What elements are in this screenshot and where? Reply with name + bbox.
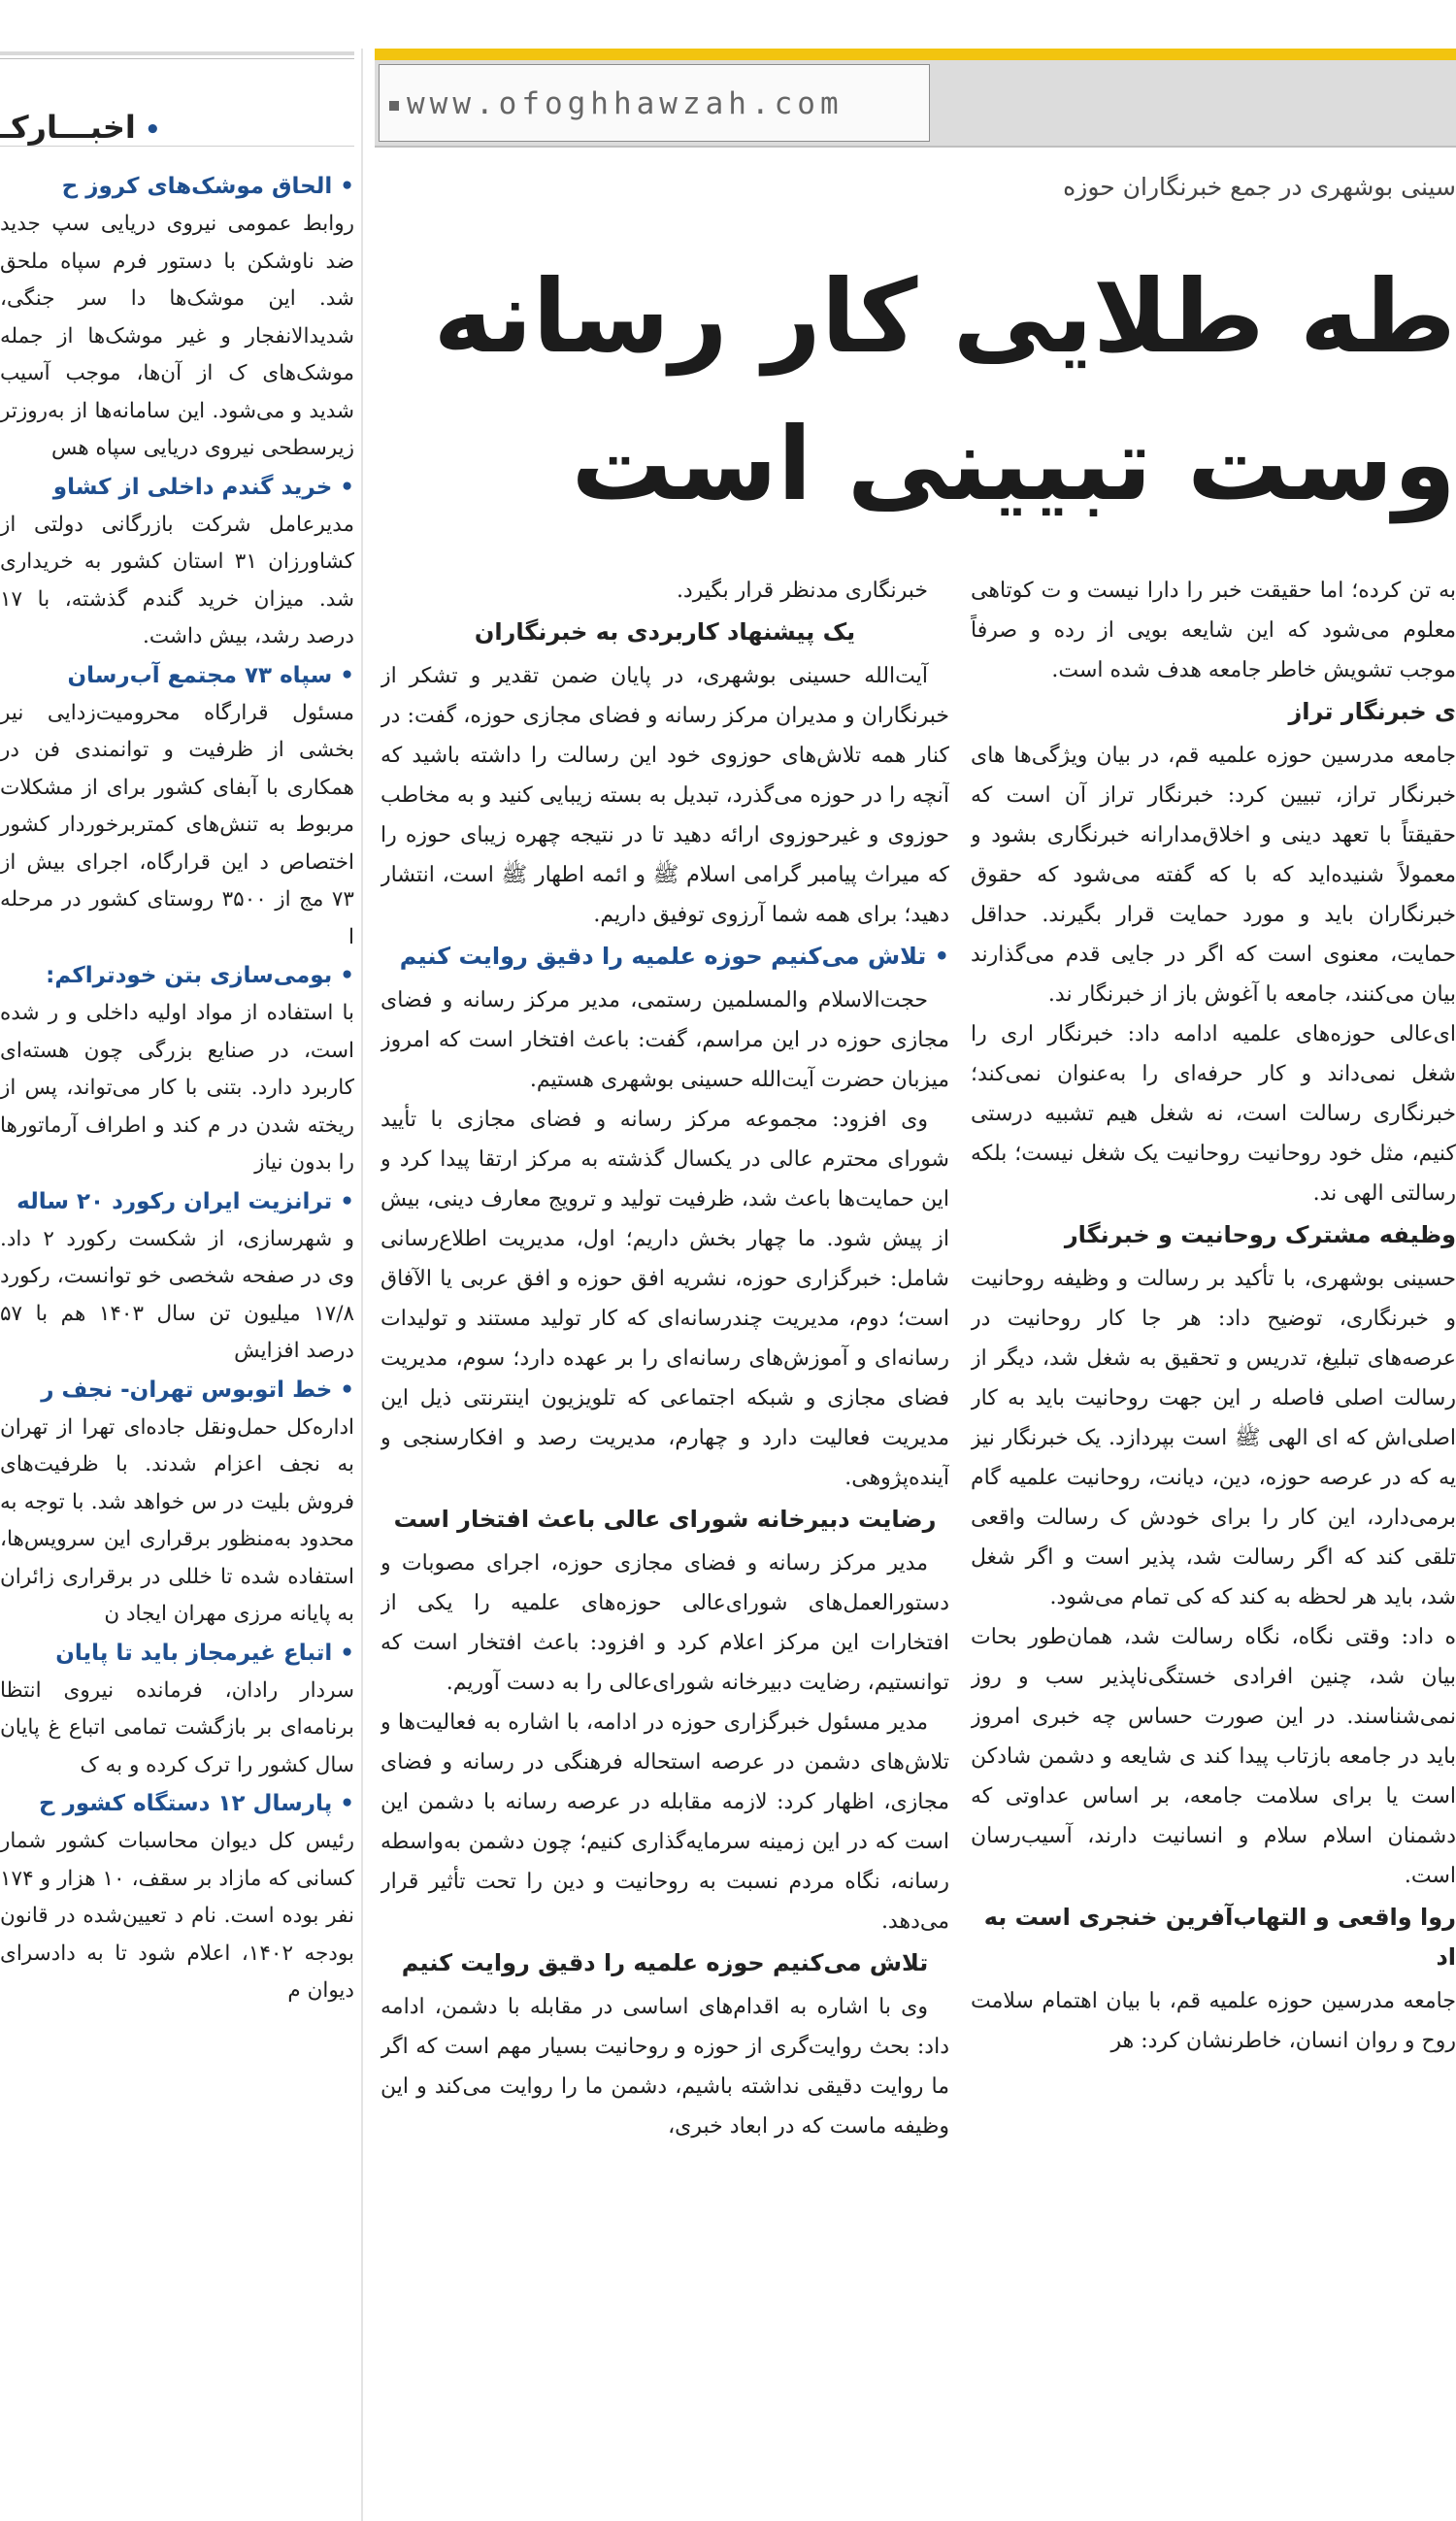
paragraph: ه داد: وقتی نگاه، نگاه رسالت شد، همان‌طور بحات بیان شد، چنین افرادی خستگی‌ناپذیر سب و روز نمی‌شناسند. در این صورت حساس چه خبری امروز باید در جامعه بازتاب پیدا کند ی شایعه و دشمن شادکن است یا برای سلامت جامعه، بر اساس عداوتی که دشمنان اسلام سلام و انسانیت دارند، آسیب‌رسان است.	[971, 1625, 1456, 1888]
news-item-title: • بومی‌سازی بتن خودتراکم:	[46, 963, 354, 988]
news-item-title: • سپاه ۷۳ مجتمع آب‌رسان	[67, 662, 354, 688]
news-item-body: اداره‌کل حمل‌ونقل جاده‌ای تهرا از تهران به نجف اعزام شدند. با ظرفیت‌های فروش بلیت در س خواهد شد. با توجه به محدود به‌منظور برقراری این سرویس‌ها، استفاده شده تا خللی در برقراری زائران به پایانه مرزی مهران ایجاد ن	[0, 1414, 354, 1626]
masthead-bottom-rule	[375, 146, 1456, 148]
news-item-body: روابط عمومی نیروی دریایی سپ جدید ضد ناوشکن با دستور فرم سپاه ملحق شد. این موشک‌ها دا سر جنگی، شدیدالانفجار و غیر موشک‌ها از جمله موشک‌های ک از آن‌ها، موجب آسیب شدید و می‌شود. این سامانه‌ها از به‌روزتر زیرسطحی نیروی دریایی سپاه هس	[0, 212, 354, 460]
paragraph: مدیر مرکز رسانه و فضای مجازی حوزه، اجرای مصوبات و دستورالعمل‌های شورای‌عالی حوزه‌های علمیه را یکی از افتخارات این مرکز اعلام کرد و افزود: باعث افتخار است که توانستیم، رضایت دبیرخانه شورای‌عالی را به دست آوریم.	[381, 1551, 949, 1695]
article-headline	[388, 243, 1456, 538]
headline-line-1: طه طلایی کار رسانه	[433, 257, 1456, 376]
masthead-url-box	[379, 64, 930, 142]
news-item-title: • خرید گندم داخلی از کشاو	[52, 474, 354, 500]
subheading: رضایت دبیرخانه شورای عالی باعث افتخار است	[393, 1506, 937, 1533]
masthead-url: www.ofoghhawzah.com	[407, 86, 844, 121]
paragraph: وی افزود: مجموعه مرکز رسانه و فضای مجازی با تأیید شورای محترم عالی در یکسال گذشته به مرکز ارتقا پیدا کرد و این حمایت‌ها باعث شد، ظرفیت تولید و ترویج معارف دینی، بیش از پیش شود. ما چهار بخش داریم؛ اول، مدیریت اطلاع‌رسانی شامل: خبرگزاری حوزه، نشریه افق حوزه و افق عربی یا الآفاق است؛ دوم، مدیریت چندرسانه‌ای که کار تولید مستند و تولیدات رسانه‌ای و آموزش‌های رسانه‌ای را بر عهده دارد؛ سوم، مدیریت فضای مجازی و شبکه اجتماعی که تلویزیون اینترنتی ذیل این مدیریت فعالیت دارد و چهارم، مدیریت رصد و افکارسنجی و آینده‌پژوهی.	[381, 1108, 949, 1490]
news-item-body: مدیرعامل شرکت بازرگانی دولتی از کشاورزان ۳۱ استان کشور به خریداری شد. میزان خرید گندم گذشته، با ۱۷ درصد رشد، بیش داشت.	[0, 512, 354, 648]
news-item	[0, 1182, 354, 1371]
news-item	[0, 1784, 354, 2010]
bullet-icon: •	[135, 116, 161, 145]
news-item	[0, 167, 354, 468]
news-section-title	[0, 109, 354, 146]
article-column-middle	[381, 571, 949, 2521]
news-item	[0, 468, 354, 656]
news-item	[0, 956, 354, 1182]
paragraph: ای‌عالی حوزه‌های علمیه ادامه داد: خبرنگار اری را شغل نمی‌داند و کار حرفه‌ای را به‌عنوان نمی‌کند؛ خبرنگاری رسالت است، نه شغل هیم تشبیه درستی کنیم، مثل خود روحانیت روحانیت یک شغل نیست؛ بلکه رسالتی الهی ند.	[971, 1022, 1456, 1206]
left-top-thin-rule	[0, 58, 354, 59]
news-section-label: اخبـــارکـ	[0, 109, 136, 146]
paragraph: حجت‌الاسلام والمسلمین رستمی، مدیر مرکز رسانه و فضای مجازی حوزه در این مراسم، گفت: باعث افتخار است که امروز میزبان حضرت آیت‌الله حسینی بوشهری هستیم.	[381, 988, 949, 1092]
news-item-title: • ترانزیت ایران رکورد ۲۰ ساله	[17, 1188, 354, 1214]
news-list	[0, 167, 354, 2521]
subheading: ی خبرنگار تراز	[1288, 698, 1456, 725]
news-item-body: مسئول قرارگاه محرومیت‌زدایی نیر بخشی از ظرفیت و توانمندی فن در همکاری با آبفای کشور برای از مشکلات مربوط به تنش‌های کمتربرخوردار کشور اختصاص د این قرارگاه، اجرای بیش از ۷۳ مج از ۳۵۰۰ روستای کشور در مرحله ا	[0, 700, 354, 949]
subheading: تلاش می‌کنیم حوزه علمیه را دقیق روایت کنیم	[401, 1949, 929, 1976]
news-top-rule	[0, 146, 354, 147]
masthead-accent-bar	[375, 49, 1456, 60]
news-item	[0, 1371, 354, 1634]
paragraph: وی با اشاره به اقدام‌های اساسی در مقابله با دشمن، ادامه داد: بحث روایت‌گری از حوزه و روحانیت بسیار مهم است که اگر ما روایت دقیقی نداشته باشیم، دشمن ما را روایت می‌کند و این وظیفه ماست که در ابعاد خبری،	[381, 1995, 949, 2139]
news-item-body: رئیس کل دیوان محاسبات کشور شمار کسانی که مازاد بر سقف، ۱۰ هزار و ۱۷۴ نفر بوده است. نام د تعیین‌شده در قانون بودجه ۱۴۰۲، اعلام شود تا به دادسرای دیوان م	[0, 1829, 354, 2003]
news-item-body: با استفاده از مواد اولیه داخلی و ر شده است، در صنایع بزرگی چون هسته‌ای کاربرد دارد. بتنی با کار می‌تواند، پس از ریخته شدن در م کند و اطراف آرماتورها را بدون نیاز	[0, 1001, 354, 1175]
square-bullet-icon	[389, 101, 399, 111]
column-divider	[361, 49, 363, 2521]
news-item-title: • پارسال ۱۲ دستگاه کشور ح	[39, 1791, 354, 1816]
news-item	[0, 1634, 354, 1785]
news-item-title: • اتباع غیرمجاز باید تا پایان	[55, 1640, 354, 1666]
paragraph: آیت‌الله حسینی بوشهری، در پایان ضمن تقدیر و تشکر از خبرنگاران و مدیران مرکز رسانه و فضای مجازی حوزه، گفت: در کنار همه تلاش‌های حوزوی خود این رسالت را داشته باشید که آنچه را در حوزه می‌گذرد، تبدیل به بسته زیبایی کنید و به مخاطب حوزوی و غیرحوزوی ارائه دهید تا در نتیجه چهره زیبای حوزه را که میراث پیامبر گرامی اسلام ﷺ و ائمه اطهار ﷺ است، انتشار دهید؛ برای همه شما آرزوی توفیق داریم.	[381, 664, 949, 927]
news-item	[0, 656, 354, 957]
news-item-title: • الحاق موشک‌های کروز ح	[61, 174, 354, 199]
paragraph: به تن کرده؛ اما حقیقت خبر را دارا نیست و ت کوتاهی معلوم می‌شود که این شایعه بویی از رده و صرفاً موجب تشویش خاطر جامعه هدف شده است.	[971, 579, 1456, 682]
article-kicker: سینی بوشهری در جمع خبرنگاران حوزه	[1063, 173, 1456, 201]
news-item-title: • خط اتوبوس تهران- نجف ر	[41, 1377, 354, 1403]
paragraph: مدیر مسئول خبرگزاری حوزه در ادامه، با اشاره به فعالیت‌ها و تلاش‌های دشمن در عرصه استحاله فرهنگی در رسانه و فضای مجازی، اظهار کرد: لازمه مقابله در عرصه رسانه با دشمن این است که در این زمینه سرمایه‌گذاری کنیم؛ چون دشمن به‌واسطه رسانه، نگاه مردم نسبت به روحانیت و دین را تحت تأثیر قرار می‌دهد.	[381, 1710, 949, 1934]
paragraph: حسینی بوشهری، با تأکید بر رسالت و وظیفه روحانیت و خبرنگاری، توضیح داد: هر جا کار روحانیت در عرصه‌های تبلیغ، تدریس و تحقیق به شغل شد، دیگر از رسالت اصلی فاصله ر این جهت روحانیت باید به کار اصلی‌اش که ای الهی ﷺ است بپردازد. یک خبرنگار نیز یه که در عرصه حوزه، دین، دیانت، روحانیت علمیه گام برمی‌دارد، این کار را برای خودش ک رسالت واقعی تلقی کند که اگر رسالت شد، پذیر است و اگر شغل شد، باید هر لحظه به کند که کی تمام می‌شود.	[971, 1267, 1456, 1609]
paragraph: جامعه مدرسین حوزه علمیه قم، با بیان اهتمام سلامت روح و روان انسان، خاطرنشان کرد: هر	[971, 1989, 1456, 2053]
subheading: یک پیشنهاد کاربردی به خبرنگاران	[474, 618, 856, 646]
subheading: • تلاش می‌کنیم حوزه علمیه را دقیق روایت کنیم	[399, 943, 949, 970]
article-column-right	[971, 571, 1456, 2521]
paragraph: جامعه مدرسین حوزه علمیه قم، در بیان ویژگی‌ها های خبرنگار تراز، تبیین کرد: خبرنگار تراز آن است که حقیقتاً با تعهد دینی و اخلاق‌مدارانه خبرنگاری بشود و معمولاً شنیده‌اید که با که گفته می‌شود که حقوق خبرنگاران باید و مورد حمایت قرار بگیرند. حداقل حمایت، معنوی است که اگر در جایی قدم می‌گذارند بیان می‌کنند، جامعه با آغوش باز از خبرنگار ند.	[971, 744, 1456, 1007]
news-item-body: و شهرسازی، از شکست رکورد ۲ داد. وی در صفحه شخصی خو توانست، رکورد ۱۷/۸ میلیون تن سال ۱۴۰۳ هم با ۵۷ درصد افزایش	[0, 1226, 354, 1363]
left-top-rule	[0, 51, 354, 55]
news-item-body: سردار رادان، فرمانده نیروی انتظا برنامه‌ای بر بازگشت تمامی اتباع غ پایان سال کشور را ترک کرده و به ک	[0, 1677, 354, 1777]
headline-line-2: وست تبیینی است	[571, 405, 1456, 523]
subheading: روا واقعی و التهاب‌آفرین خنجری است به اد	[983, 1904, 1456, 1971]
paragraph: خبرنگاری مدنظر قرار بگیرد.	[676, 579, 928, 603]
subheading: وظیفه مشترک روحانیت و خبرنگار	[1064, 1221, 1456, 1248]
